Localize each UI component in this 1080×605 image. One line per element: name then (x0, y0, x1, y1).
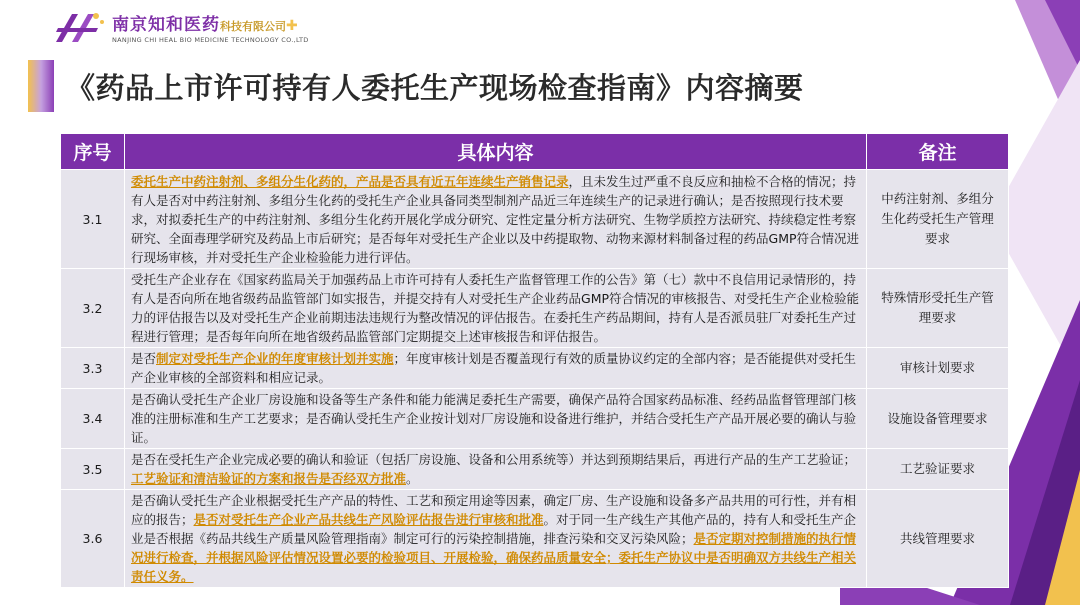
highlight-text: 是否定期对控制措施的执行情况进行检查，并根据风险评估情况设置必要的检验项目、开展检验，确保药品质量安全；委托生产协议中是否明确双方共线生产相关责任义务。 (131, 531, 857, 584)
row-number: 3.4 (61, 389, 125, 449)
header-note: 备注 (867, 134, 1009, 170)
table-row (61, 449, 1009, 490)
logo-mark-icon (50, 6, 106, 48)
row-note: 审核计划要求 (867, 348, 1009, 389)
content-text: 是否确认受托生产企业根据受托生产产品的特性、工艺和预定用途等因素，确定厂房、生产设施和设备多产品共用的可行性，并有相应的报告； (131, 493, 857, 527)
company-logo (50, 6, 309, 48)
row-note: 中药注射剂、多组分生化药受托生产管理要求 (867, 170, 1009, 269)
header-content: 具体内容 (125, 134, 867, 170)
content-text: 。 (406, 471, 419, 486)
row-content (125, 490, 867, 588)
row-note: 工艺验证要求 (867, 449, 1009, 490)
row-content (125, 348, 867, 389)
row-content (125, 269, 867, 348)
table-header-row (61, 134, 1009, 170)
highlight-text: 工艺验证和清洁验证的方案和报告是否经双方批准 (131, 471, 407, 486)
title-accent-bar (28, 60, 54, 112)
summary-table (60, 133, 1009, 588)
highlight-text: 是否对受托生产企业产品共线生产风险评估报告进行审核和批准 (193, 512, 544, 527)
company-name-cn: 南京知和医药 (112, 15, 220, 35)
row-number: 3.2 (61, 269, 125, 348)
table-row (61, 348, 1009, 389)
row-number: 3.3 (61, 348, 125, 389)
content-text: 是否确认受托生产企业厂房设施和设备等生产条件和能力能满足委托生产需要，确保产品符合国家药品标准、经药品监督管理部门核准的注册标准和生产工艺要求；是否确认受托生产企业按计划对厂房设施和设备进行维护，并结合受托生产产品开展必要的确认与验证。 (131, 392, 857, 445)
content-text: ；年度审核计划是否覆盖现行有效的质量协议约定的全部内容；是否能提供对受托生产企业审核的全部资料和相应记录。 (131, 351, 857, 385)
row-content (125, 449, 867, 490)
table-row (61, 389, 1009, 449)
company-name-suffix: 科技有限公司 (220, 20, 286, 33)
row-content (125, 170, 867, 269)
content-text: 受托生产企业存在《国家药监局关于加强药品上市许可持有人委托生产监督管理工作的公告》第（七）款中不良信用记录情形的，持有人是否向所在地省级药品监管部门如实报告，并提交持有人对受托生产企业药品GMP符合情况的审核报告、对受托生产企业检验能力的评估报告以及对受托生产企业前期违法违规行为整改情况的评估报告。在委托生产药品期间，持有人是否派员驻厂对委托生产过程进行管理；是否每年向所在地省级药品监管部门定期提交上述审核报告和评估报告。 (131, 272, 860, 344)
content-text: 。对于同一生产线生产其他产品的，持有人和受托生产企业是否根据《药品共线生产质量风险管理指南》制定可行的污染控制措施，排查污染和交叉污染风险； (131, 512, 857, 546)
row-number: 3.6 (61, 490, 125, 588)
table-row (61, 170, 1009, 269)
highlight-text: 委托生产中药注射剂、多组分生化药的，产品是否具有近五年连续生产销售记录 (131, 173, 569, 189)
content-text: 是否 (131, 351, 157, 366)
content-text: ，且未发生过严重不良反应和抽检不合格的情况；持有人是否对中药注射剂、多组分生化药的受托生产企业具备同类型制剂产品近三年连续生产的记录进行确认；是否按照现行技术要求，对拟委托生产的中药注射剂、多组分生化药开展化学成分研究、定性定量分析方法研究、生物学质控方法研究、持续稳定性考察研究、全面毒理学研究及药品上市后研究；是否每年对受托生产企业以及中药提取物、动物来源材料制备过程的药品GMP符合情况进行现场审核，并对受托生产企业检验能力进行评估。 (131, 173, 860, 265)
table-row (61, 269, 1009, 348)
row-content (125, 389, 867, 449)
row-note: 设施设备管理要求 (867, 389, 1009, 449)
company-name-en: NANJING CHI HEAL BIO MEDICINE TECHNOLOGY CO.,LTD (112, 36, 309, 44)
sparkle-icon: ✚ (286, 18, 299, 34)
row-number: 3.5 (61, 449, 125, 490)
content-text: 是否在受托生产企业完成必要的确认和验证（包括厂房设施、设备和公用系统等）并达到预期结果后，再进行产品的生产工艺验证； (131, 452, 857, 467)
table-row (61, 490, 1009, 588)
page-title: 《药品上市许可持有人委托生产现场检查指南》内容摘要 (66, 71, 804, 105)
row-note: 特殊情形受托生产管理要求 (867, 269, 1009, 348)
row-note: 共线管理要求 (867, 490, 1009, 588)
highlight-text: 制定对受托生产企业的年度审核计划并实施 (156, 351, 394, 366)
row-number: 3.1 (61, 170, 125, 269)
header-number: 序号 (61, 134, 125, 170)
